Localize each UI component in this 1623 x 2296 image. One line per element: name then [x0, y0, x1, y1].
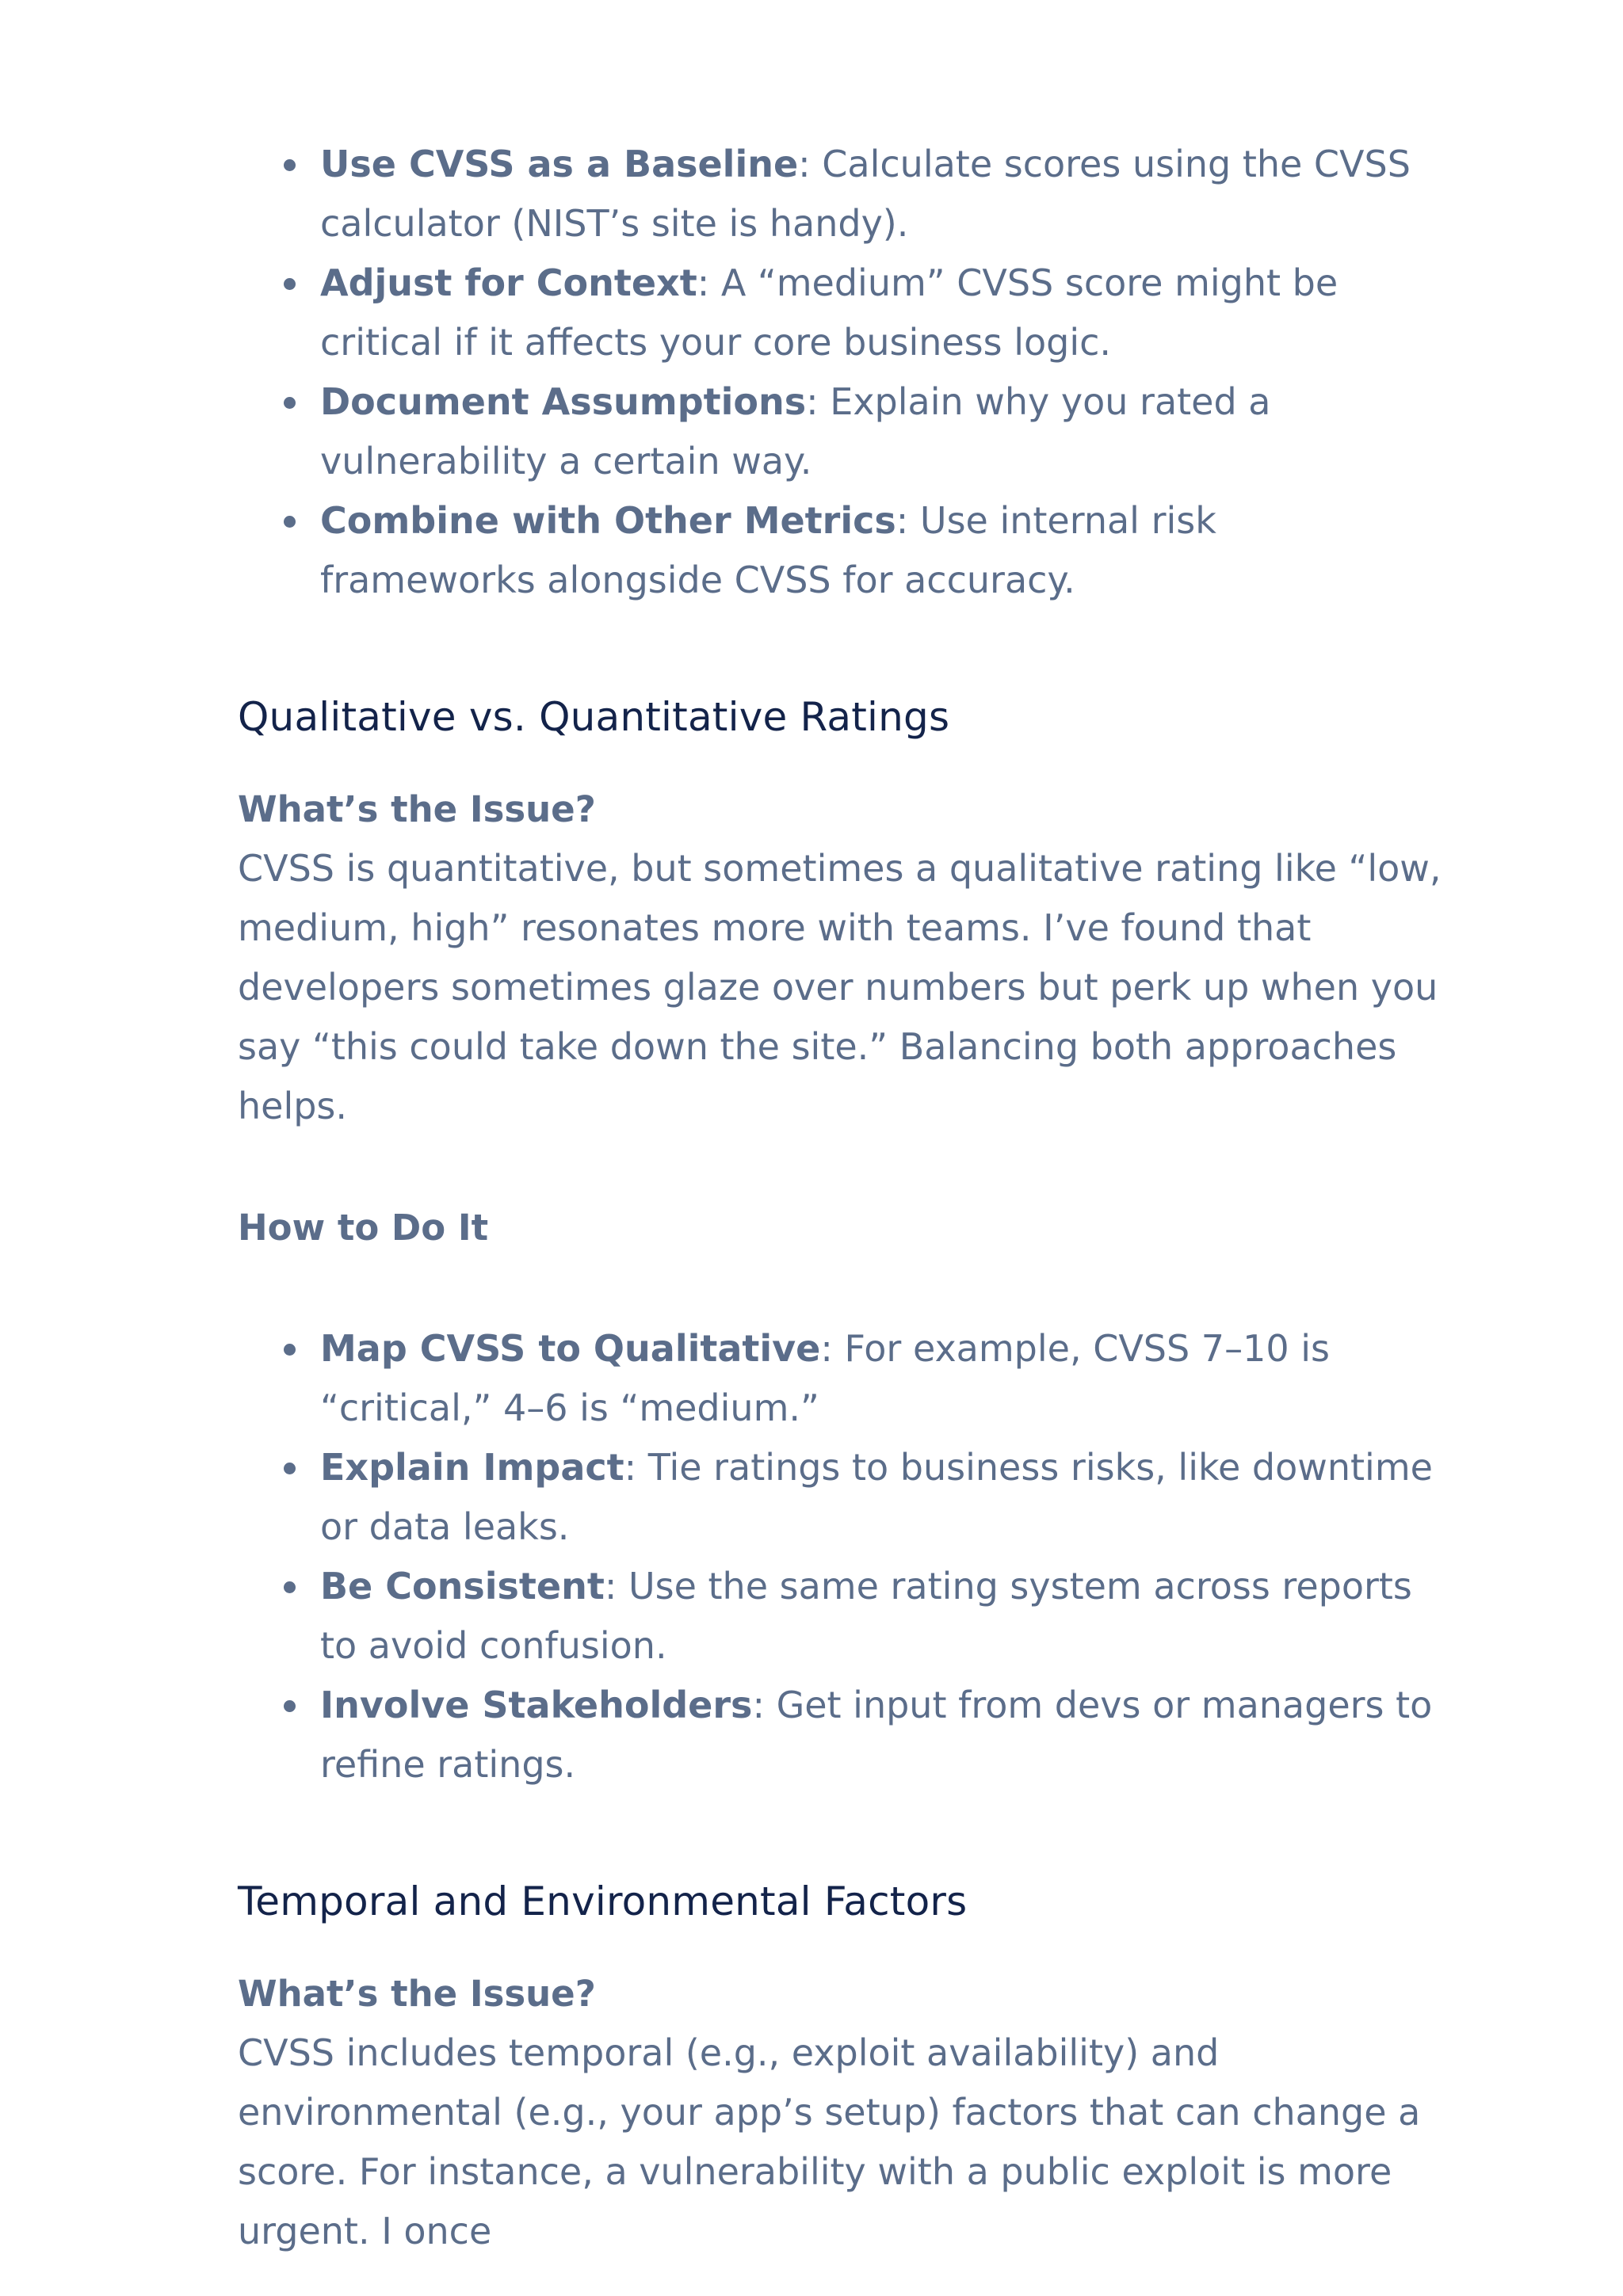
list-item: [320, 1438, 1442, 1557]
section-heading-qualitative: Qualitative vs. Quantitative Ratings: [238, 694, 950, 740]
list-item-text: : Use the same rating system across reports to avoid confusion.: [320, 1565, 1412, 1667]
list-item-term: Document Assumptions: [320, 380, 807, 423]
list-item-text: : Tie ratings to business risks, like downtime or data leaks.: [320, 1446, 1433, 1548]
list-item: [320, 372, 1442, 491]
list-item-term: Be Consistent: [320, 1565, 605, 1608]
list-item-term: Map CVSS to Qualitative: [320, 1327, 821, 1370]
list-item: [320, 1557, 1442, 1676]
list-item-term: Involve Stakeholders: [320, 1684, 753, 1726]
howto-subheading: How to Do It: [238, 1207, 489, 1249]
list-item: [320, 254, 1442, 372]
list-item-text: : Get input from devs or managers to refine ratings.: [320, 1684, 1433, 1786]
bullet-icon: [284, 397, 296, 409]
issue-subheading: What’s the Issue?: [238, 1973, 596, 2015]
bullet-list-howto: [238, 1319, 1442, 1794]
list-item-term: Adjust for Context: [320, 261, 697, 304]
bullet-icon: [284, 1463, 296, 1474]
list-item-term: Use CVSS as a Baseline: [320, 143, 799, 185]
bullet-icon: [284, 516, 296, 528]
bullet-icon: [284, 278, 296, 290]
bullet-list-cvss-practices: [238, 135, 1442, 610]
list-item: [320, 135, 1442, 254]
issue-paragraph: CVSS is quantitative, but sometimes a qualitative rating like “low, medium, high” resonates more with teams. I’ve found that developers sometimes glaze over numbers but perk up when you say “this could take down the site.” Balancing both approaches helps.: [238, 847, 1442, 1127]
issue-paragraph: CVSS includes temporal (e.g., exploit availability) and environmental (e.g., your app’s setup) factors that can change a score. For instance, a vulnerability with a public exploit is more urgent. I once: [238, 2031, 1421, 2252]
list-item-term: Combine with Other Metrics: [320, 499, 896, 542]
list-item-text: : Use internal risk frameworks alongside CVSS for accuracy.: [320, 499, 1216, 601]
list-item-text: : For example, CVSS 7–10 is “critical,” 4–6 is “medium.”: [320, 1327, 1330, 1429]
list-item: [320, 491, 1442, 610]
bullet-icon: [284, 159, 296, 171]
bullet-icon: [284, 1700, 296, 1712]
bullet-icon: [284, 1581, 296, 1593]
list-item-text: : Explain why you rated a vulnerability a certain way.: [320, 380, 1271, 482]
list-item-text: : Calculate scores using the CVSS calculator (NIST’s site is handy).: [320, 143, 1411, 245]
bullet-icon: [284, 1344, 296, 1356]
list-item: [320, 1676, 1442, 1794]
list-item: [320, 1319, 1442, 1438]
article-content: [238, 135, 1442, 2261]
list-item-term: Explain Impact: [320, 1446, 624, 1489]
list-item-text: : A “medium” CVSS score might be critical if it affects your core business logic.: [320, 261, 1338, 364]
section-heading-temporal: Temporal and Environmental Factors: [238, 1878, 968, 1924]
issue-subheading: What’s the Issue?: [238, 788, 596, 830]
